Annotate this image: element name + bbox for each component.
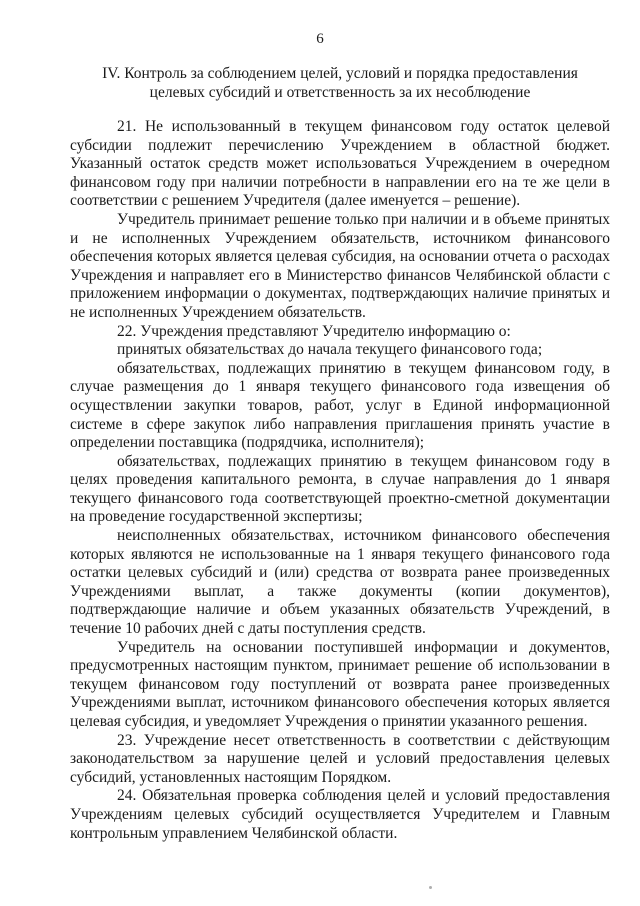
paragraph-obligations-repair: обязательствах, подлежащих принятию в текущем финансовом году в целях проведения капитального ремонта, в случае направления до 1 января текущего финансового года соответствующей проектно-сметной документации на проведение государственной экспертизы; xyxy=(70,452,610,526)
paragraph-founder-decision: Учредитель принимает решение только при наличии и в объеме принятых и не исполненных Учреждением обязательств, источником финансового обеспечения которых является целевая субсидия, на основании отчета о расходах Учреждения и направляет его в Министерство финансов Челябинской области с приложением информации о документах, подтверждающих наличие принятых и не исполненных Учреждением обязательств. xyxy=(70,210,610,321)
section-heading xyxy=(70,64,610,102)
paragraph-24: 24. Обязательная проверка соблюдения целей и условий предоставления Учреждениям целевых субсидий осуществляется Учредителем и Главным контрольным управлением Челябинской области. xyxy=(70,787,610,842)
section-heading-line-1: IV. Контроль за соблюдением целей, условий и порядка предоставления xyxy=(102,65,578,82)
paragraph-unfulfilled-obligations: неисполненных обязательствах, источником финансового обеспечения которых являются не использованные на 1 января текущего финансового года остатки целевых субсидий и (или) средства от возврата ранее произведенных Учреждениями выплат, а также документы (копии документов), подтверждающие наличие и объем указанных обязательств Учреждений, в течение 10 рабочих дней с даты поступления средств. xyxy=(70,527,610,638)
paragraph-23: 23. Учреждение несет ответственность в соответствии с действующим законодательством за нарушение целей и условий предоставления целевых субсидий, установленных настоящим Порядком. xyxy=(70,731,610,786)
paragraph-accepted-obligations: принятых обязательствах до начала текущего финансового года; xyxy=(117,341,543,359)
section-heading-line-2: целевых субсидий и ответственность за их несоблюдение xyxy=(149,84,531,101)
paragraph-21: 21. Не использованный в текущем финансовом году остаток целевой субсидии подлежит перечислению Учреждением в областной бюджет. Указанный остаток средств может использоваться Учреждением в очередном финансовом году при наличии потребности в направлении его на те же цели в соответствии с решением Учредителя (далее именуется – решение). xyxy=(70,118,610,210)
paragraph-obligations-procurement: обязательствах, подлежащих принятию в текущем финансовом году, в случае размещения до 1 января текущего финансового года извещения об осуществлении закупки товаров, работ, услуг в Единой информационной системе в сфере закупок либо направления приглашения принять участие в определении поставщика (подрядчика, исполнителя); xyxy=(70,359,610,452)
document-body xyxy=(70,118,610,843)
page-number: 6 xyxy=(316,31,324,47)
scan-speck xyxy=(429,886,432,889)
paragraph-founder-use-decision: Учредитель на основании поступившей информации и документов, предусмотренных настоящим пунктом, принимает решение об использовании в текущем финансовом году поступлений от возврата ранее произведенных Учреждениями выплат, источником финансового обеспечения которых является целевая субсидия, и уведомляет Учреждения о принятии указанного решения. xyxy=(70,638,610,730)
paragraph-22: 22. Учреждения представляют Учредителю информацию о: xyxy=(117,322,511,340)
